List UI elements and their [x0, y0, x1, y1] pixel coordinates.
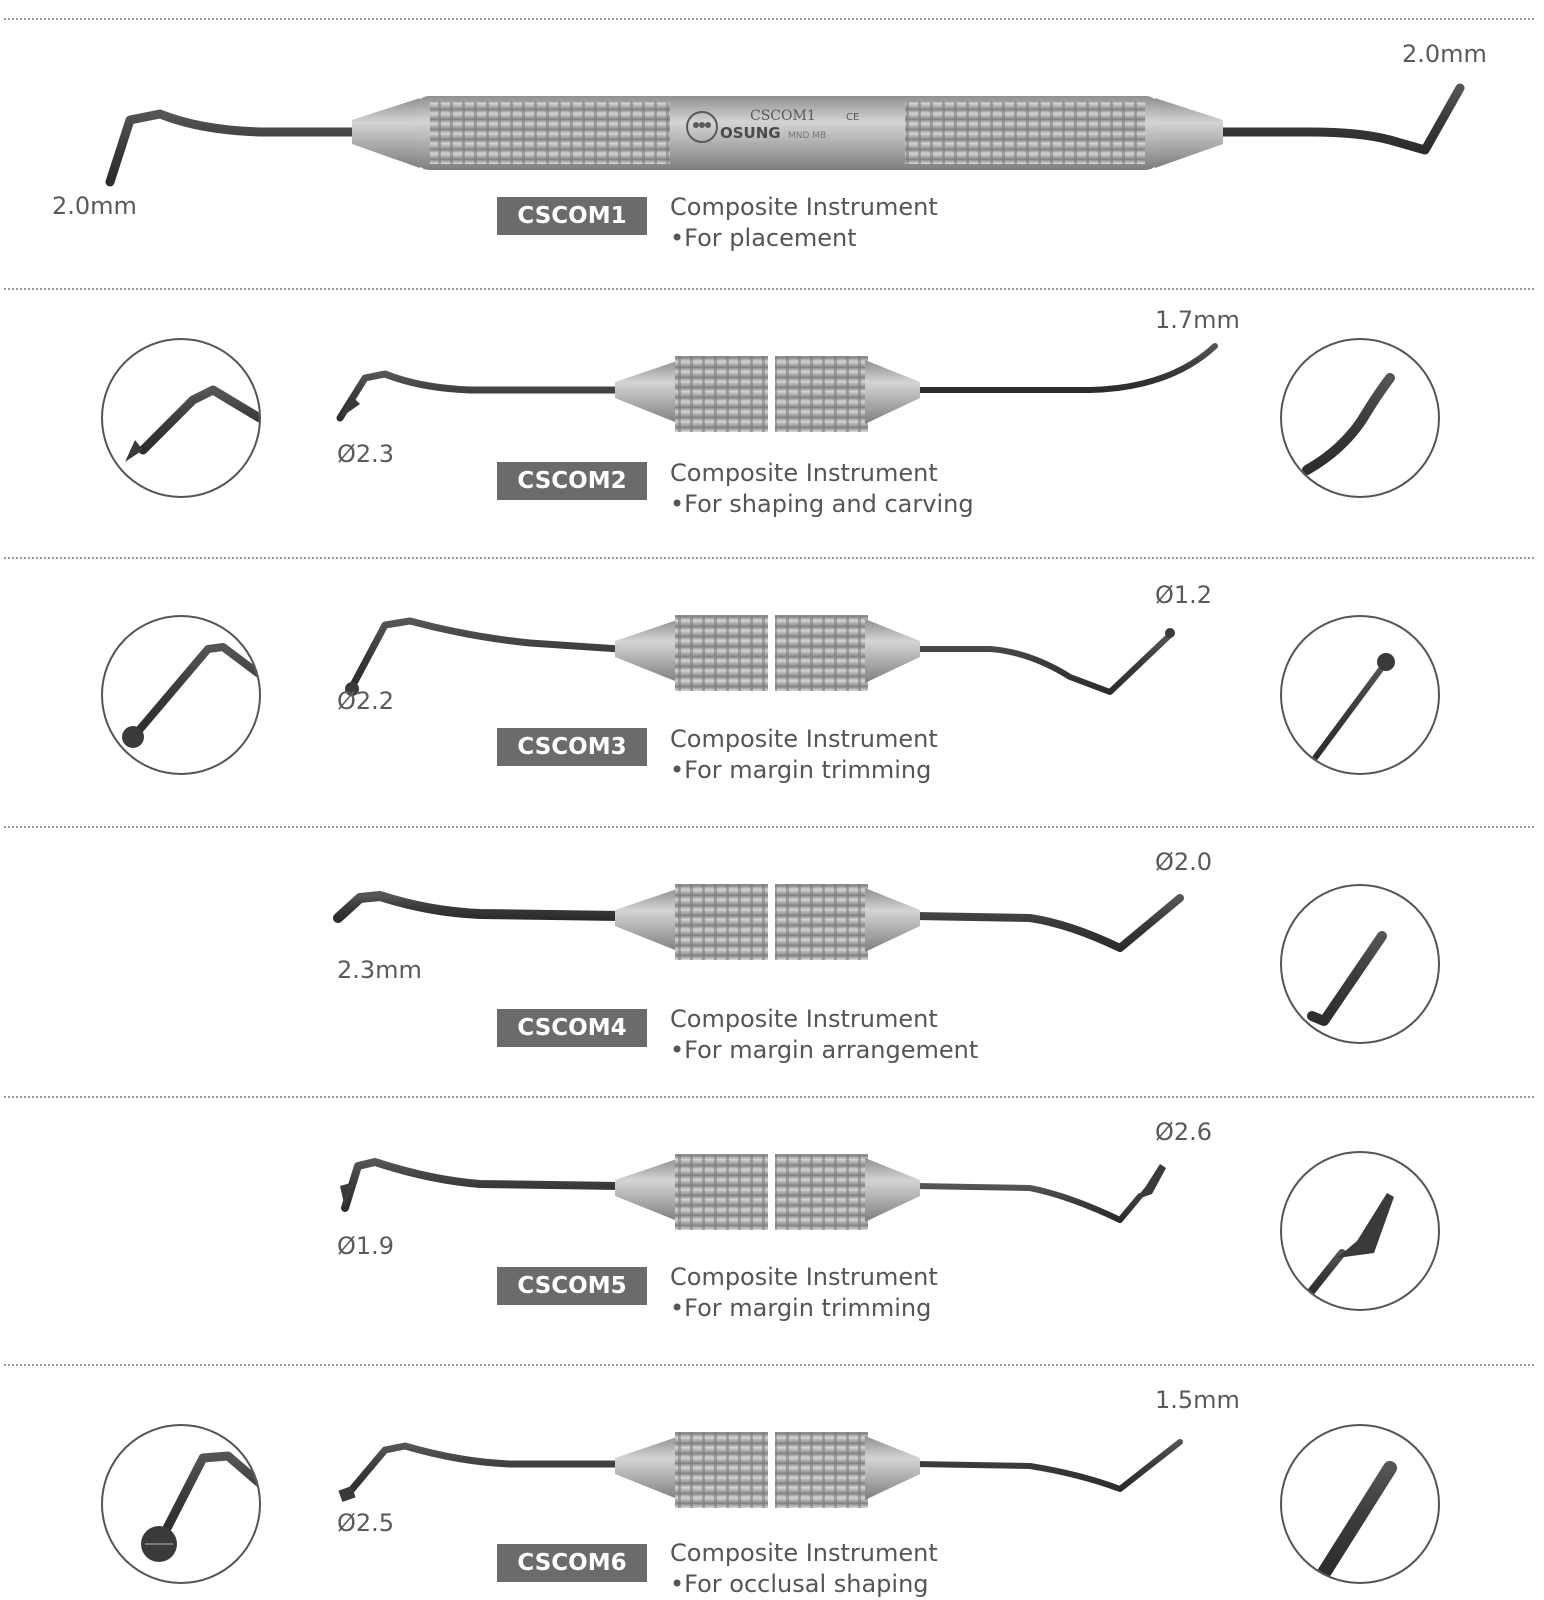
right-tip-zoom-circle — [1280, 1424, 1440, 1584]
product-use: •For shaping and carving — [670, 490, 974, 518]
instrument-image-cscom3 — [330, 597, 1210, 707]
left-dimension: Ø2.2 — [337, 687, 395, 715]
instrument-section-cscom1 — [0, 0, 1544, 288]
product-description — [670, 724, 938, 786]
instrument-image-cscom6 — [330, 1414, 1210, 1524]
product-title: Composite Instrument — [670, 193, 938, 221]
product-title: Composite Instrument — [670, 1263, 938, 1291]
left-tip-zoom-circle — [101, 615, 261, 775]
product-code-badge: CSCOM1 — [497, 197, 647, 235]
product-description — [670, 458, 974, 520]
product-use: •For margin trimming — [670, 1294, 932, 1322]
product-use: •For margin arrangement — [670, 1036, 979, 1064]
right-dimension: 2.0mm — [1402, 40, 1487, 68]
right-tip-zoom-circle — [1280, 338, 1440, 498]
right-dimension: Ø2.6 — [1155, 1118, 1213, 1146]
handle-suffix-label: MND MB — [788, 131, 827, 141]
product-code-badge: CSCOM6 — [497, 1544, 647, 1582]
left-dimension: Ø2.3 — [337, 440, 395, 468]
right-dimension: 1.7mm — [1155, 306, 1240, 334]
product-use: •For placement — [670, 224, 857, 252]
product-title: Composite Instrument — [670, 1005, 938, 1033]
instrument-image-cscom5 — [330, 1136, 1210, 1246]
right-tip-zoom-circle — [1280, 1151, 1440, 1311]
instrument-section-cscom2 — [0, 288, 1544, 557]
product-description — [670, 192, 938, 254]
product-code-badge: CSCOM5 — [497, 1267, 647, 1305]
right-dimension: Ø2.0 — [1155, 848, 1213, 876]
instrument-image-cscom4 — [330, 866, 1210, 976]
product-description — [670, 1262, 938, 1324]
product-code-badge: CSCOM3 — [497, 728, 647, 766]
left-tip-zoom-circle — [101, 1424, 261, 1584]
product-use: •For margin trimming — [670, 756, 932, 784]
handle-marks-label: CE — [846, 112, 860, 123]
product-use: •For occlusal shaping — [670, 1570, 929, 1598]
left-dimension: 2.0mm — [52, 192, 137, 220]
left-dimension: Ø1.9 — [337, 1232, 395, 1260]
left-dimension: 2.3mm — [337, 956, 422, 984]
instrument-section-cscom4 — [0, 826, 1544, 1096]
left-tip-zoom-circle — [101, 338, 261, 498]
product-description — [670, 1004, 978, 1066]
handle-brand-label: OSUNG — [720, 124, 781, 142]
instrument-section-cscom6 — [0, 1364, 1544, 1598]
instrument-section-cscom5 — [0, 1096, 1544, 1364]
right-dimension: 1.5mm — [1155, 1386, 1240, 1414]
right-tip-zoom-circle — [1280, 615, 1440, 775]
right-dimension: Ø1.2 — [1155, 581, 1213, 609]
product-title: Composite Instrument — [670, 1539, 938, 1567]
product-title: Composite Instrument — [670, 725, 938, 753]
product-description — [670, 1538, 938, 1600]
instrument-section-cscom3 — [0, 557, 1544, 826]
instrument-image-cscom2 — [330, 338, 1230, 448]
product-code-badge: CSCOM4 — [497, 1009, 647, 1047]
product-code-badge: CSCOM2 — [497, 462, 647, 500]
instrument-image-cscom1 — [90, 70, 1480, 190]
right-tip-zoom-circle — [1280, 884, 1440, 1044]
handle-model-label: CSCOM1 — [750, 108, 816, 124]
product-title: Composite Instrument — [670, 459, 938, 487]
left-dimension: Ø2.5 — [337, 1509, 395, 1537]
